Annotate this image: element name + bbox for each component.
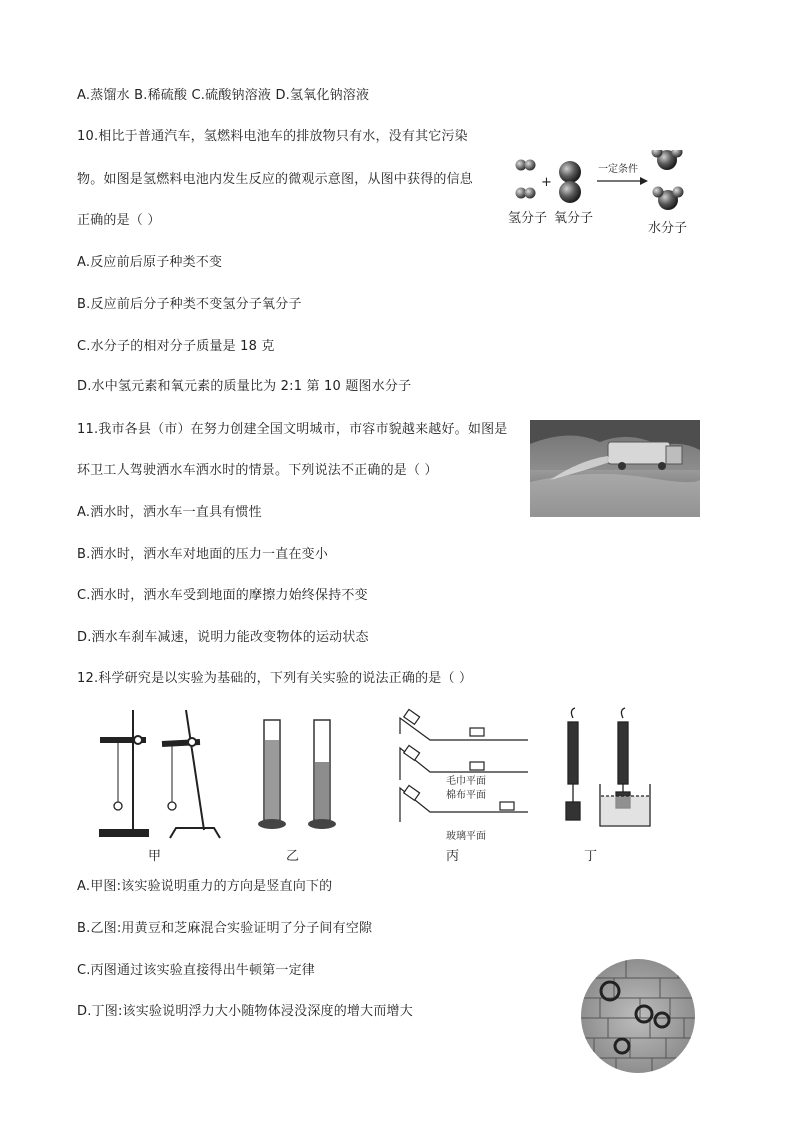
svg-text:+: + — [541, 175, 552, 190]
q10-stem-line1: 10.相比于普通汽车，氢燃料电池车的排放物只有水，没有其它污染 — [77, 129, 468, 144]
label-ding: 丁 — [584, 849, 598, 864]
q11-option-a: A.洒水时，洒水车一直具有惯性 — [77, 505, 262, 520]
sprinkler-truck-photo — [530, 420, 700, 517]
q11-stem-line1: 11.我市各县（市）在努力创建全国文明城市，市容市貌越来越好。如图是 — [77, 422, 508, 437]
label-h2: 氢分子 — [508, 211, 548, 226]
q10-molecule-figure — [508, 150, 704, 238]
condition-label: 一定条件 — [598, 164, 638, 175]
q11-option-d: D.洒水车刹车减速，说明力能改变物体的运动状态 — [77, 630, 369, 645]
inclined-planes-icon — [400, 709, 528, 822]
q12-stem: 12.科学研究是以实验为基础的，下列有关实验的说法正确的是（ ） — [77, 671, 473, 686]
q11-stem-line2: 环卫工人驾驶洒水车洒水时的情景。下列说法不正确的是（ ） — [77, 463, 438, 478]
label-bing: 丙 — [446, 849, 460, 864]
q12-option-a: A.甲图:该实验说明重力的方向是竖直向下的 — [77, 879, 333, 894]
surface-glass: 玻璃平面 — [446, 831, 486, 842]
water-molecules-icon — [652, 150, 684, 210]
q12-option-b: B.乙图:用黄豆和芝麻混合实验证明了分子间有空隙 — [77, 921, 373, 936]
q10-option-a: A.反应前后原子种类不变 — [77, 255, 223, 270]
microscope-cells-image — [580, 958, 696, 1074]
hydrogen-molecules-icon — [516, 160, 536, 199]
q11-option-b: B.洒水时，洒水车对地面的压力一直在变小 — [77, 547, 329, 562]
q10-stem-line2: 物。如图是氢燃料电池内发生反应的微观示意图，从图中获得的信息 — [77, 172, 474, 187]
q12-option-d: D.丁图:该实验说明浮力大小随物体浸没深度的增大而增大 — [77, 1004, 413, 1019]
q10-option-c: C.水分子的相对分子质量是 18 克 — [77, 339, 275, 354]
spring-scale-buoyancy-icon — [566, 708, 650, 826]
surface-towel: 毛巾平面 — [446, 776, 486, 787]
reaction-arrow-icon — [640, 177, 648, 185]
q11-option-c: C.洒水时，洒水车受到地面的摩擦力始终保持不变 — [77, 588, 368, 603]
q10-option-b: B.反应前后分子种类不变氢分子氧分子 — [77, 297, 302, 312]
label-jia: 甲 — [148, 849, 162, 864]
q10-stem-line3: 正确的是（ ） — [77, 213, 161, 228]
q9-options: A.蒸馏水 B.稀硫酸 C.硫酸钠溶液 D.氢氧化钠溶液 — [77, 88, 370, 103]
label-o2: 氧分子 — [554, 211, 594, 226]
q12-experiments-figure — [78, 702, 658, 866]
label-h2o: 水分子 — [648, 221, 688, 236]
measuring-cylinders-icon — [258, 720, 336, 829]
label-yi: 乙 — [286, 849, 300, 864]
q12-option-c: C.丙图通过该实验直接得出牛顿第一定律 — [77, 963, 316, 978]
oxygen-molecule-icon — [559, 161, 581, 203]
plumb-line-apparatus-icon — [100, 710, 220, 838]
surface-cotton: 棉布平面 — [446, 790, 486, 801]
q10-option-d: D.水中氢元素和氧元素的质量比为 2:1 第 10 题图水分子 — [77, 379, 412, 394]
